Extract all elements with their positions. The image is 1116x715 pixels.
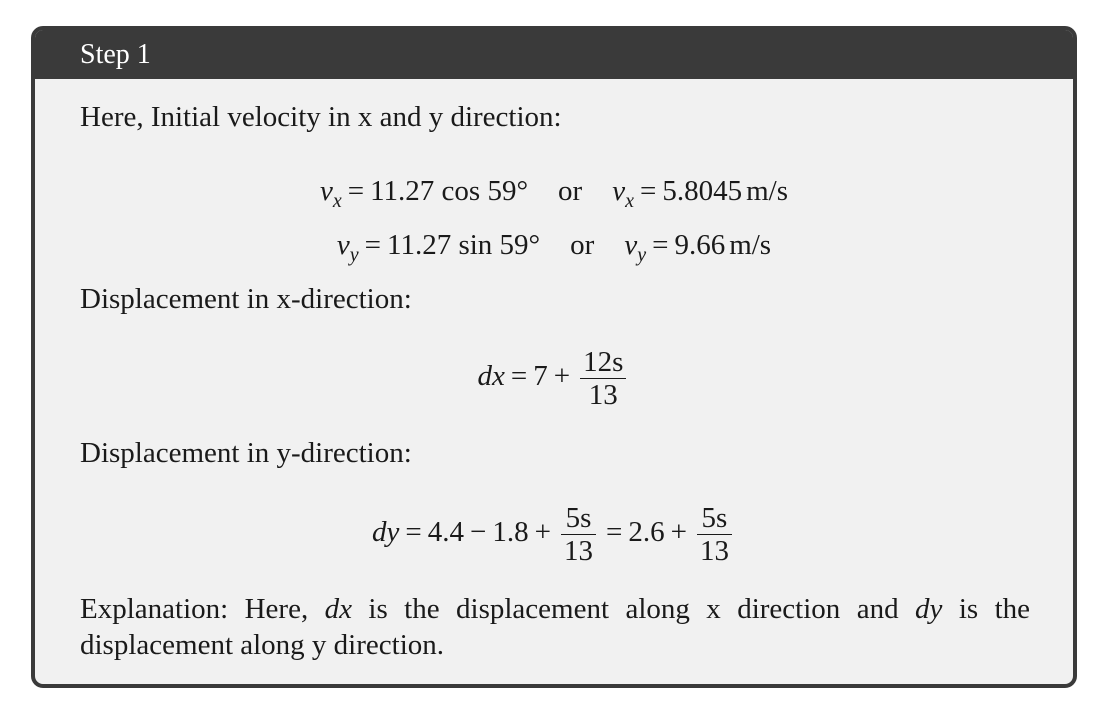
explanation-label: Explanation: [80, 593, 229, 625]
vx-unit: m/s [746, 175, 788, 207]
explanation-part1: Here, [244, 593, 309, 625]
dy-lhs: dy [372, 516, 400, 548]
or-word-1: or [558, 175, 583, 207]
explanation-var-dy: dy [915, 593, 943, 625]
explanation-part3: is the displacement along y direction. [80, 593, 1031, 661]
dy-frac2-num: 5s [697, 502, 732, 535]
dy-frac1-num: 5s [561, 502, 596, 535]
explanation-part2: is the displacement along x direction and [368, 593, 899, 625]
vx-equation: $v_x = 11.27$ cos 59° or $v_x = 5.8045$ m/s [319, 175, 788, 212]
dy-frac2-den: 13 [699, 534, 729, 567]
vx-value: 5.8045 [662, 175, 743, 207]
intro-text: Here, Initial velocity in x and y direction: [80, 101, 562, 133]
dx-const: 7 [533, 360, 548, 392]
dy-term2: 1.8 [492, 516, 529, 548]
explanation-var-dx: dx [324, 593, 352, 625]
or-word-2: or [570, 229, 595, 261]
dy-fraction-2 [697, 502, 732, 567]
step-card [31, 26, 1077, 688]
vy-unit: m/s [729, 229, 772, 261]
dx-label: Displacement in x-direction: [80, 283, 412, 315]
dx-frac-den: 13 [588, 378, 618, 411]
explanation-text [80, 591, 1030, 663]
step-title: Step 1 [80, 39, 151, 70]
vy-value: 9.66 [674, 229, 726, 261]
vy-expression: 11.27 sin 59° [387, 229, 541, 261]
dy-fraction-1 [561, 502, 596, 567]
vx-expression: 11.27 cos 59° [370, 175, 529, 207]
dy-frac1-den: 13 [563, 534, 593, 567]
dy-label: Displacement in y-direction: [80, 437, 412, 469]
step-header [35, 30, 1073, 79]
step-body [35, 79, 1073, 684]
dx-frac-num: 12s [580, 346, 626, 379]
vy-equation: $v_y = 11.27$ sin 59° or $v_y = 9.66$ m/s [336, 229, 772, 266]
dy-term1: 4.4 [427, 516, 465, 548]
dy-result-const: 2.6 [628, 516, 665, 548]
dx-fraction [580, 346, 626, 411]
dy-equation: dy = 4.4 − 1.8 + $\frac{5s}{13}$ = 2.6 + $\frac{5s}{13}$ [35, 497, 1073, 567]
dx-lhs: dx [477, 360, 505, 392]
dx-equation: dx = 7 + $\frac{12s}{13}$ [35, 341, 1073, 411]
